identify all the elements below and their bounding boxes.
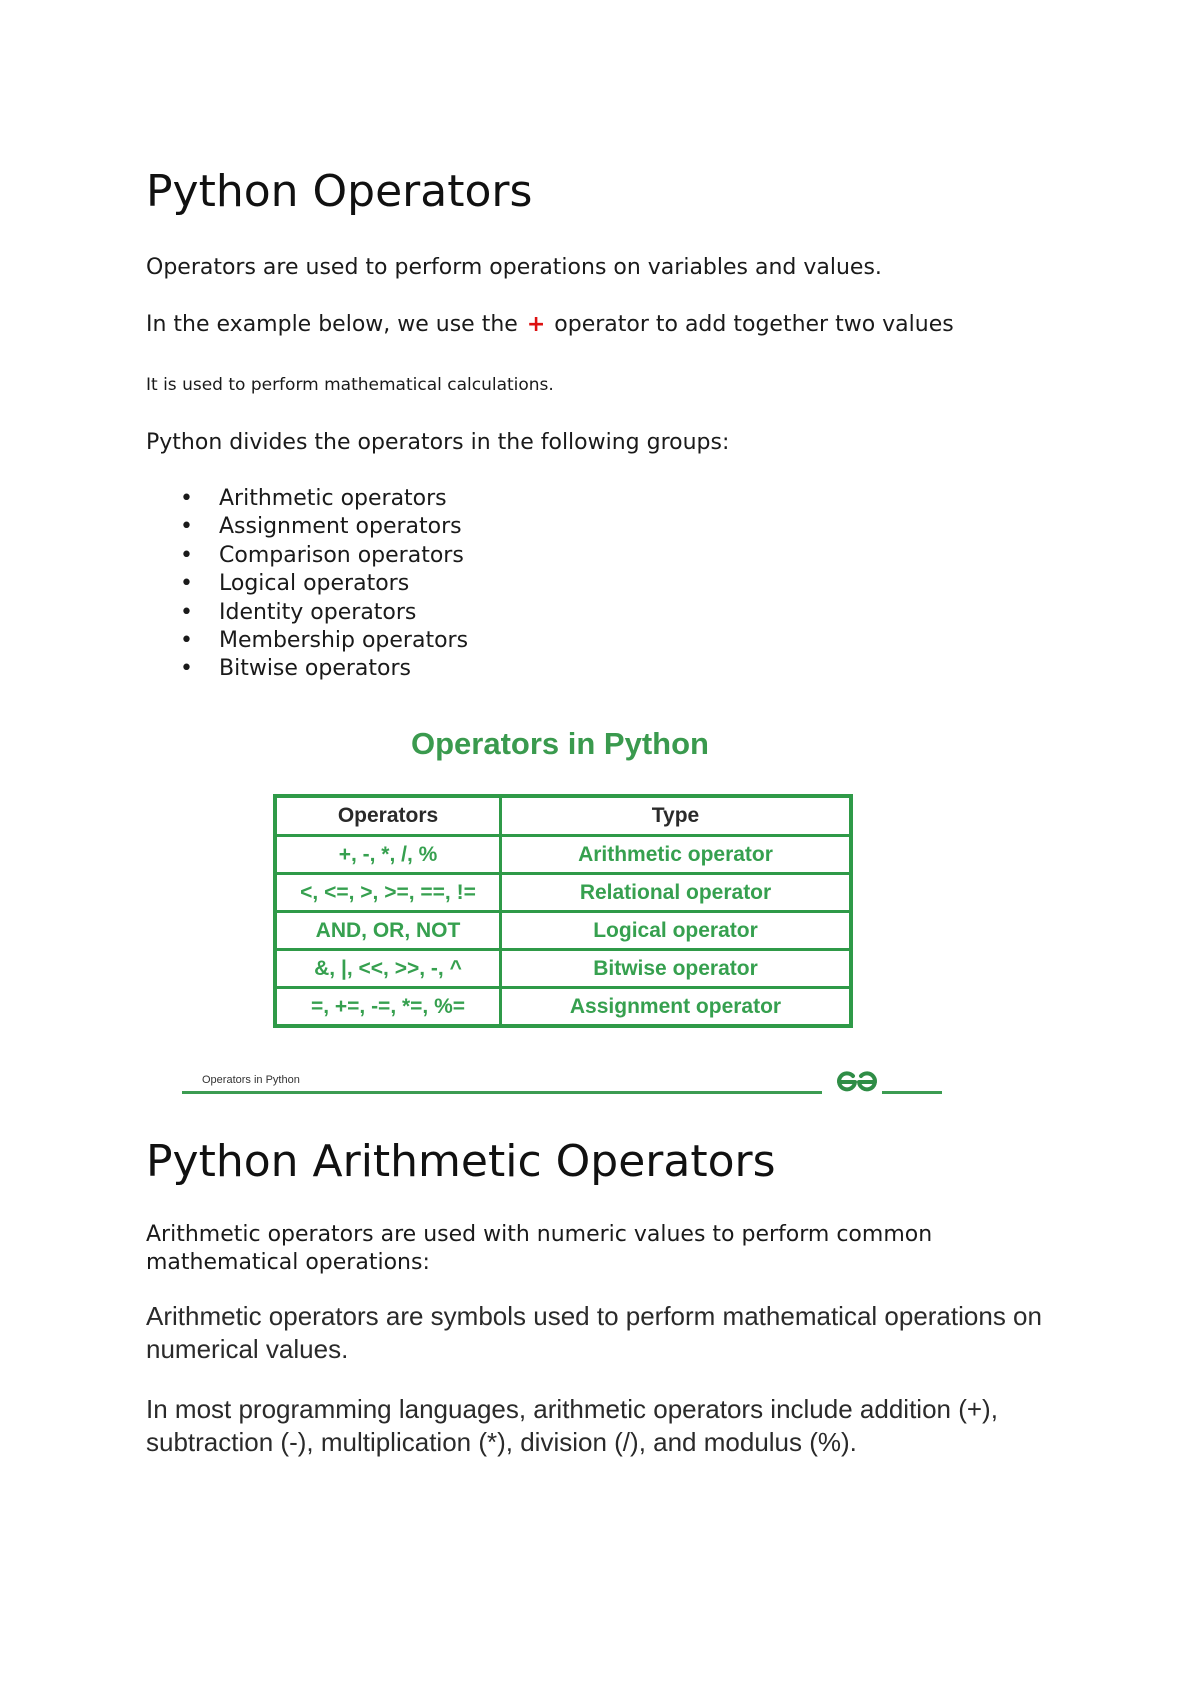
list-item: • Identity operators (146, 599, 468, 627)
footer-divider (882, 1091, 942, 1094)
header-operators: Operators (275, 796, 501, 836)
table-cell-type: Bitwise operator (501, 950, 852, 988)
bullet-icon: • (180, 514, 193, 540)
list-item: • Membership operators (146, 627, 468, 655)
page-title: Python Operators (146, 166, 533, 217)
table-cell-operators: &, |, <<, >>, -, ^ (275, 950, 501, 988)
operators-figure (175, 718, 945, 1093)
bullet-icon: • (180, 486, 193, 511)
bullet-icon: • (180, 656, 193, 682)
list-item: • Arithmetic operators (146, 485, 468, 513)
figure-title: Operators in Python (411, 726, 709, 761)
table-cell-type: Arithmetic operator (501, 836, 852, 874)
footer-divider (182, 1091, 822, 1094)
gfg-logo-icon (835, 1068, 879, 1094)
table-cell-operators: AND, OR, NOT (275, 912, 501, 950)
example-text-before: In the example below, we use the (146, 312, 518, 337)
arithmetic-intro: Arithmetic operators are used with numeric values to perform common mathematical operations: (146, 1222, 933, 1275)
table-cell-operators: +, -, *, /, % (275, 836, 501, 874)
plus-operator: + (526, 312, 546, 337)
table-cell-type: Relational operator (501, 874, 852, 912)
figure-footer (182, 1068, 952, 1096)
example-paragraph (146, 312, 954, 337)
table-row (275, 950, 851, 988)
table-cell-type: Logical operator (501, 912, 852, 950)
table-header-row (275, 796, 851, 836)
operator-groups-list (146, 485, 468, 684)
arithmetic-definition: Arithmetic operators are symbols used to perform mathematical operations on numerical values. (146, 1301, 1042, 1364)
bullet-icon: • (180, 628, 193, 654)
table-cell-type: Assignment operator (501, 988, 852, 1027)
example-text-after: operator to add together two values (554, 312, 954, 337)
groups-intro: Python divides the operators in the following groups: (146, 430, 730, 455)
intro-paragraph: Operators are used to perform operations on variables and values. (146, 255, 882, 280)
header-type: Type (501, 796, 852, 836)
list-item: • Assignment operators (146, 513, 468, 541)
table-row (275, 988, 851, 1027)
bullet-icon: • (180, 542, 193, 568)
note-paragraph: It is used to perform mathematical calculations. (146, 375, 554, 395)
operators-table (273, 794, 853, 1028)
table-row (275, 836, 851, 874)
table-row (275, 874, 851, 912)
list-item: • Comparison operators (146, 542, 468, 570)
table-cell-operators: <, <=, >, >=, ==, != (275, 874, 501, 912)
list-item: • Bitwise operators (146, 655, 468, 683)
table-row (275, 912, 851, 950)
figure-caption: Operators in Python (202, 1074, 300, 1086)
table-cell-operators: =, +=, -=, *=, %= (275, 988, 501, 1027)
list-item: • Logical operators (146, 570, 468, 598)
bullet-icon: • (180, 599, 193, 625)
section-title-arithmetic: Python Arithmetic Operators (146, 1136, 776, 1187)
arithmetic-examples: In most programming languages, arithmetic operators include addition (+), subtraction (-), multiplication (*), division (/), and modulus (%). (146, 1394, 998, 1457)
bullet-icon: • (180, 571, 193, 597)
